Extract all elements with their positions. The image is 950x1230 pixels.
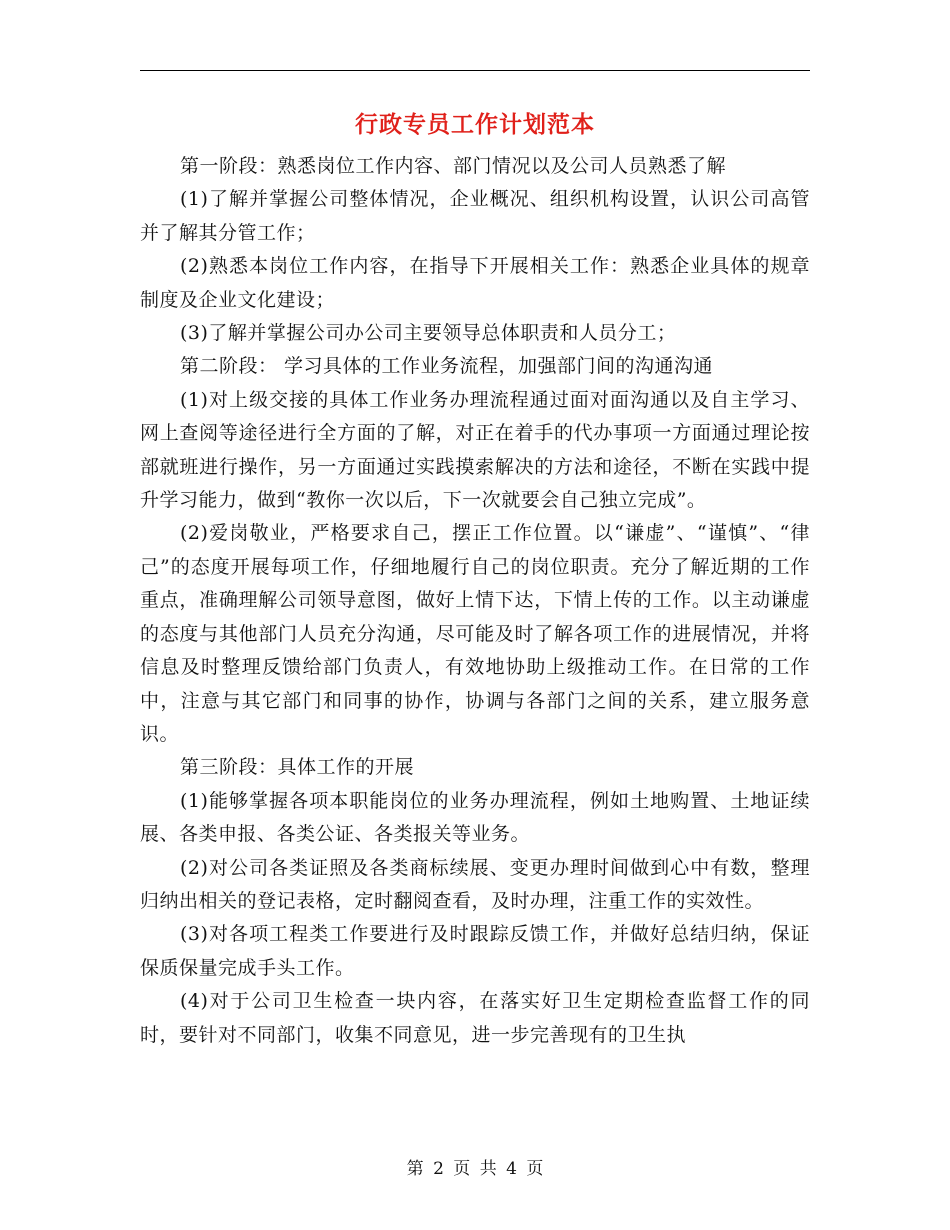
paragraph-stage-3-heading: 第三阶段：具体工作的开展: [180, 756, 415, 779]
paragraph-stage-3-item-4: (4)对于公司卫生检查一块内容，在落实好卫生定期检查监督工作的同时，要针对不同部门，收集不同意见，进一步完善现有的卫生执: [140, 990, 810, 1046]
paragraph-stage-1-heading: 第一阶段：熟悉岗位工作内容、部门情况以及公司人员熟悉了解: [180, 155, 727, 177]
paragraph-stage-3-item-2: (2)对公司各类证照及各类商标续展、变更办理时间做到心中有数，整理归纳出相关的登记表格，定时翻阅查看，及时办理，注重工作的实效性。: [140, 856, 810, 912]
page-number: 第 2 页 共 4 页: [406, 1159, 544, 1179]
paragraph-stage-2-item-1: (1)对上级交接的具体工作业务办理流程通过面对面沟通以及自主学习、网上查阅等途径进行全方面的了解，对正在着手的代办事项一方面通过理论按部就班进行操作，另一方面通过实践摸索解决的方法和途径，不断在实践中提升学习能力，做到“教你一次以后，下一次就要会自己独立完成”。: [140, 388, 810, 512]
paragraph-stage-1-item-2: (2)熟悉本岗位工作内容，在指导下开展相关工作：熟悉企业具体的规章制度及企业文化建设；: [140, 255, 810, 311]
paragraph-stage-3-item-3: (3)对各项工程类工作要进行及时跟踪反馈工作，并做好总结归纳，保证保质保量完成手头工作。: [140, 923, 810, 979]
paragraph-stage-2-heading: 第二阶段： 学习具体的工作业务流程，加强部门间的沟通沟通: [180, 355, 714, 378]
document-body: [140, 150, 810, 1052]
paragraph-stage-3-item-1: (1)能够掌握各项本职能岗位的业务办理流程，例如土地购置、土地证续展、各类申报、各类公证、各类报关等业务。: [140, 789, 810, 846]
paragraph-stage-2-item-2: (2)爱岗敬业，严格要求自己，摆正工作位置。以“谦虚”、“谨慎”、“律己”的态度开展每项工作，仔细地履行自己的岗位职责。充分了解近期的工作重点，准确理解公司领导意图，做好上情下达，下情上传的工作。以主动谦虚的态度与其他部门人员充分沟通，尽可能及时了解各项工作的进展情况，并将信息及时整理反馈给部门负责人，有效地协助上级推动工作。在日常的工作中，注意与其它部门和同事的协作，协调与各部门之间的关系，建立服务意识。: [140, 522, 810, 745]
header-rule: [140, 70, 810, 71]
document-title: 行政专员工作计划范本: [355, 111, 595, 138]
paragraph-stage-1-item-3: (3)了解并掌握公司办公司主要领导总体职责和人员分工；: [180, 322, 677, 345]
paragraph-stage-1-item-1: (1)了解并掌握公司整体情况，企业概况、组织机构设置，认识公司高管并了解其分管工作；: [140, 188, 810, 244]
